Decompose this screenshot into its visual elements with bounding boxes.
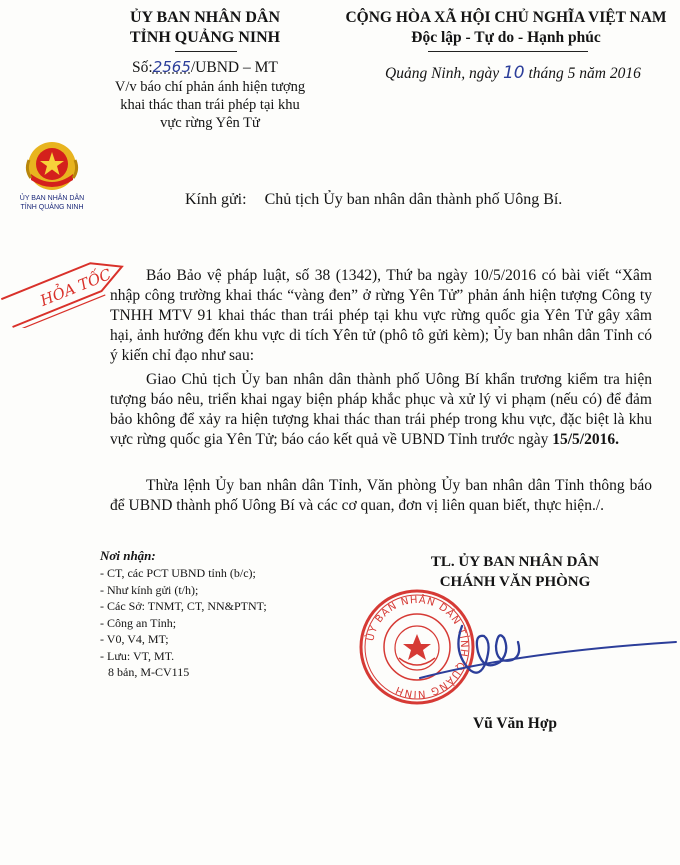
agency-underline xyxy=(175,51,237,52)
body-paragraph-1-text: Báo Bảo vệ pháp luật, số 38 (1342), Thứ ba ngày 10/5/2016 có bài viết “Xâm nhập công trường khai thác “vàng đen” ở rừng Yên Tử” phản ánh hiện tượng Công ty TNHH MTV 91 khai thác than trái phép tại khu vực rừng quốc gia Yên Tử gây xâm hại, ảnh hưởng đến khu vực di tích Yên tử (phô tô gửi kèm); Ủy ban nhân dân Tỉnh có ý kiến chỉ đạo như sau: xyxy=(110,267,652,364)
agency-name-line1: ỦY BAN NHÂN DÂN xyxy=(129,9,281,26)
deadline-date: 15/5/2016. xyxy=(552,431,619,448)
doc-number-handwritten: 2565 xyxy=(152,58,191,76)
doc-number-suffix: /UBND – MT xyxy=(190,59,278,76)
nation-header xyxy=(338,8,674,48)
nation-name: CỘNG HÒA XÃ HỘI CHỦ NGHĨA VIỆT NAM xyxy=(345,9,667,26)
signature-title-line2: CHÁNH VĂN PHÒNG xyxy=(439,574,591,590)
recipient-item: - CT, các PCT UBND tỉnh (b/c); xyxy=(100,566,256,580)
seal-text: ỦY BAN NHÂN DÂN TỈNH QUẢNG NINH xyxy=(365,594,470,700)
agency-name-line2: TỈNH QUẢNG NINH xyxy=(129,29,281,46)
date-prefix: Quảng Ninh, ngày xyxy=(385,65,500,82)
greeting xyxy=(185,191,562,209)
recipient-item: - Các Sở: TNMT, CT, NN&PTNT; xyxy=(100,599,267,613)
body-paragraph-1 xyxy=(110,266,652,366)
greeting-recipient: Chủ tịch Ủy ban nhân dân thành phố Uông Bí. xyxy=(264,191,563,208)
greeting-label: Kính gửi: xyxy=(185,191,247,208)
recipient-item: - V0, V4, MT; xyxy=(100,632,169,646)
national-emblem xyxy=(12,140,92,212)
date-day-handwritten: 10 xyxy=(502,63,525,83)
doc-number-prefix: Số: xyxy=(132,59,153,76)
handwritten-signature xyxy=(400,612,680,688)
recipient-item: - Lưu: VT, MT. xyxy=(100,648,175,663)
body-paragraph-2 xyxy=(110,370,652,450)
date-suffix: tháng 5 năm 2016 xyxy=(528,65,641,82)
recipients-block xyxy=(100,547,330,681)
urgent-stamp-text: HỎA TỐC xyxy=(37,265,114,310)
signature-title xyxy=(410,552,620,592)
doc-number xyxy=(132,58,278,77)
emblem-caption-line1: ỦY BAN NHÂN DÂN xyxy=(19,195,85,202)
body-paragraph-3-text: Thừa lệnh Ủy ban nhân dân Tỉnh, Văn phòng Ủy ban nhân dân Tỉnh thông báo để UBND thành phố Uông Bí và các cơ quan, đơn vị liên quan biết, thực hiện./. xyxy=(110,477,652,514)
motto-underline xyxy=(428,51,588,52)
recipients-title: Nơi nhận: xyxy=(100,548,156,563)
recipient-copies: 8 bản, M-CV115 xyxy=(108,665,190,679)
emblem-caption-line2: TỈNH QUẢNG NINH xyxy=(20,204,84,211)
subject-line1: V/v báo chí phản ánh hiện tượng xyxy=(114,79,306,95)
signature-title-line1: TL. ỦY BAN NHÂN DÂN xyxy=(430,554,600,570)
body-paragraph-3 xyxy=(110,476,652,516)
national-emblem-icon xyxy=(17,140,87,192)
issue-date xyxy=(385,63,675,83)
subject-line3: vực rừng Yên Tử xyxy=(160,115,260,131)
emblem-caption xyxy=(12,194,92,212)
signer-name: Vũ Văn Hợp xyxy=(472,715,558,732)
recipient-item: - Như kính gửi (t/h); xyxy=(100,582,199,597)
recipient-item: - Công an Tỉnh; xyxy=(100,615,177,630)
nation-motto: Độc lập - Tự do - Hạnh phúc xyxy=(411,29,601,46)
body-paragraph-2-text: Giao Chủ tịch Ủy ban nhân dân thành phố Uông Bí khẩn trương kiểm tra hiện tượng báo nêu, triển khai ngay biện pháp khắc phục và xử lý vi phạm (nếu có) để đảm bảo không để xảy ra hiện tượng khai thác than trái phép trong khu vực, đặc biệt là khu vực rừng quốc gia Yên Tử; báo cáo kết quả về UBND Tỉnh trước ngày xyxy=(110,371,652,448)
subject-line2: khai thác than trái phép tại khu xyxy=(120,97,300,113)
agency-header xyxy=(95,8,315,48)
subject-block xyxy=(95,78,325,132)
